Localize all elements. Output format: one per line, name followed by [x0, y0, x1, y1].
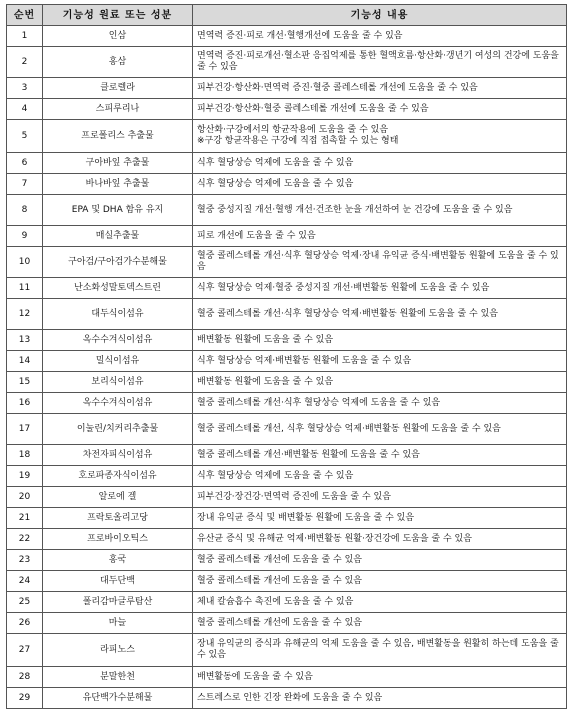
- row-ingredient: 대두단백: [43, 571, 193, 592]
- table-row: [7, 550, 567, 571]
- table-row: [7, 592, 567, 613]
- row-number: 4: [7, 99, 43, 120]
- row-number: 11: [7, 278, 43, 299]
- row-number: 8: [7, 195, 43, 226]
- table-row: [7, 153, 567, 174]
- row-ingredient: EPA 및 DHA 함유 유지: [43, 195, 193, 226]
- row-ingredient: 옥수수겨식이섬유: [43, 330, 193, 351]
- row-ingredient: 호로파종자식이섬유: [43, 466, 193, 487]
- row-ingredient: 프락토올리고당: [43, 508, 193, 529]
- row-number: 29: [7, 688, 43, 709]
- row-content: 혈중 콜레스테롤 개선, 식후 혈당상승 억제·배변활동 원활에 도움을 줄 수 있음: [193, 414, 567, 445]
- table-header-row: [7, 5, 567, 26]
- row-ingredient: 밀식이섬유: [43, 351, 193, 372]
- row-number: 7: [7, 174, 43, 195]
- row-number: 16: [7, 393, 43, 414]
- row-content: 피부건강·항산화·혈중 콜레스테롤 개선에 도움을 줄 수 있음: [193, 99, 567, 120]
- row-ingredient: 스피루리나: [43, 99, 193, 120]
- row-ingredient: 보리식이섬유: [43, 372, 193, 393]
- table-row: [7, 688, 567, 709]
- row-content: 혈중 콜레스테롤 개선·식후 혈당상승 억제에 도움을 줄 수 있음: [193, 393, 567, 414]
- table-row: [7, 47, 567, 78]
- row-ingredient: 홍삼: [43, 47, 193, 78]
- table-row: [7, 99, 567, 120]
- table-row: [7, 247, 567, 278]
- table-row: [7, 299, 567, 330]
- table-row: [7, 571, 567, 592]
- row-content: 혈중 콜레스테롤 개선·식후 혈당상승 억제·장내 유익균 증식·배변활동 원활에 도움을 줄 수 있음: [193, 247, 567, 278]
- row-content: 혈중 콜레스테롤 개선·식후 혈당상승 억제·배변활동 원활에 도움을 줄 수 있음: [193, 299, 567, 330]
- row-content: 장내 유익균의 증식과 유해균의 억제 도움을 줄 수 있음, 배변활동을 원활히 하는데 도움을 줄 수 있음: [193, 634, 567, 667]
- row-content: 피로 개선에 도움을 줄 수 있음: [193, 226, 567, 247]
- row-number: 22: [7, 529, 43, 550]
- row-number: 26: [7, 613, 43, 634]
- row-content: 혈중 콜레스테롤 개선에 도움을 줄 수 있음: [193, 550, 567, 571]
- row-number: 6: [7, 153, 43, 174]
- table-body: [7, 26, 567, 709]
- row-number: 3: [7, 78, 43, 99]
- row-content: 혈중 콜레스테롤 개선·배변활동 원활에 도움을 줄 수 있음: [193, 445, 567, 466]
- row-content: 식후 혈당상승 억제·혈중 중성지질 개선·배변활동 원활에 도움을 줄 수 있음: [193, 278, 567, 299]
- row-number: 25: [7, 592, 43, 613]
- row-content: 배변활동에 도움을 줄 수 있음: [193, 667, 567, 688]
- row-ingredient: 이눌린/치커리추출물: [43, 414, 193, 445]
- row-ingredient: 차전자피식이섬유: [43, 445, 193, 466]
- row-number: 15: [7, 372, 43, 393]
- row-content: 피부건강·장건강·면역력 증진에 도움을 줄 수 있음: [193, 487, 567, 508]
- table-row: [7, 78, 567, 99]
- row-ingredient: 대두식이섬유: [43, 299, 193, 330]
- row-content: 식후 혈당상승 억제에 도움을 줄 수 있음: [193, 466, 567, 487]
- row-content: 혈중 콜레스테롤 개선에 도움을 줄 수 있음: [193, 613, 567, 634]
- table-row: [7, 634, 567, 667]
- table-row: [7, 613, 567, 634]
- row-number: 24: [7, 571, 43, 592]
- row-number: 21: [7, 508, 43, 529]
- row-content: 배변활동 원활에 도움을 줄 수 있음: [193, 372, 567, 393]
- row-ingredient: 알로에 겔: [43, 487, 193, 508]
- row-number: 23: [7, 550, 43, 571]
- row-number: 14: [7, 351, 43, 372]
- row-ingredient: 유단백가수분해물: [43, 688, 193, 709]
- row-ingredient: 프로바이오틱스: [43, 529, 193, 550]
- header-number: 순번: [7, 5, 43, 26]
- row-content: 면역력 증진·피로개선·혈소판 응집억제를 통한 혈액흐름·항산화·갱년기 여성의 건강에 도움을 줄 수 있음: [193, 47, 567, 78]
- row-content: 배변활동 원활에 도움을 줄 수 있음: [193, 330, 567, 351]
- row-number: 9: [7, 226, 43, 247]
- table-row: [7, 508, 567, 529]
- row-content: 체내 칼슘흡수 촉진에 도움을 줄 수 있음: [193, 592, 567, 613]
- row-ingredient: 분말한천: [43, 667, 193, 688]
- row-ingredient: 폴리감마글루탐산: [43, 592, 193, 613]
- table-row: [7, 226, 567, 247]
- row-content: 식후 혈당상승 억제에 도움을 줄 수 있음: [193, 174, 567, 195]
- row-ingredient: 인삼: [43, 26, 193, 47]
- row-content: 스트레스로 인한 긴장 완화에 도움을 줄 수 있음: [193, 688, 567, 709]
- row-number: 18: [7, 445, 43, 466]
- row-number: 12: [7, 299, 43, 330]
- row-ingredient: 구아검/구아검가수분해물: [43, 247, 193, 278]
- table-row: [7, 372, 567, 393]
- table-row: [7, 487, 567, 508]
- row-ingredient: 프로폴리스 추출물: [43, 120, 193, 153]
- row-ingredient: 마늘: [43, 613, 193, 634]
- row-number: 27: [7, 634, 43, 667]
- row-ingredient: 매실추출물: [43, 226, 193, 247]
- row-content: 피부건강·항산화·면역력 증진·혈중 콜레스테롤 개선에 도움을 줄 수 있음: [193, 78, 567, 99]
- row-ingredient: 바나바잎 추출물: [43, 174, 193, 195]
- row-content: 식후 혈당상승 억제에 도움을 줄 수 있음: [193, 153, 567, 174]
- table-row: [7, 667, 567, 688]
- ingredient-table-container: [6, 4, 566, 709]
- row-ingredient: 옥수수겨식이섬유: [43, 393, 193, 414]
- row-ingredient: 클로렐라: [43, 78, 193, 99]
- row-ingredient: 라피노스: [43, 634, 193, 667]
- row-number: 17: [7, 414, 43, 445]
- row-content: 항산화·구강에서의 항균작용에 도움을 줄 수 있음 ※구강 항균작용은 구강에 직접 접촉할 수 있는 형태: [193, 120, 567, 153]
- row-number: 28: [7, 667, 43, 688]
- table-row: [7, 174, 567, 195]
- row-content: 면역력 증진·피로 개선·혈행개선에 도움을 줄 수 있음: [193, 26, 567, 47]
- table-row: [7, 351, 567, 372]
- row-number: 1: [7, 26, 43, 47]
- table-row: [7, 445, 567, 466]
- row-content: 장내 유익균 증식 및 배변활동 원활에 도움을 줄 수 있음: [193, 508, 567, 529]
- row-number: 20: [7, 487, 43, 508]
- row-ingredient: 홍국: [43, 550, 193, 571]
- header-ingredient: 기능성 원료 또는 성분: [43, 5, 193, 26]
- row-content: 혈중 콜레스테롤 개선에 도움을 줄 수 있음: [193, 571, 567, 592]
- row-number: 13: [7, 330, 43, 351]
- row-number: 2: [7, 47, 43, 78]
- table-row: [7, 195, 567, 226]
- table-row: [7, 26, 567, 47]
- row-number: 5: [7, 120, 43, 153]
- table-row: [7, 466, 567, 487]
- functional-ingredient-table: [6, 4, 567, 709]
- header-content: 기능성 내용: [193, 5, 567, 26]
- row-number: 10: [7, 247, 43, 278]
- table-row: [7, 330, 567, 351]
- table-row: [7, 529, 567, 550]
- table-row: [7, 393, 567, 414]
- row-ingredient: 구아바잎 추출물: [43, 153, 193, 174]
- table-row: [7, 278, 567, 299]
- row-content: 혈중 중성지질 개선·혈행 개선·건조한 눈을 개선하여 눈 건강에 도움을 줄 수 있음: [193, 195, 567, 226]
- table-row: [7, 414, 567, 445]
- row-ingredient: 난소화성말토덱스트린: [43, 278, 193, 299]
- row-content: 식후 혈당상승 억제·배변활동 원활에 도움을 줄 수 있음: [193, 351, 567, 372]
- table-row: [7, 120, 567, 153]
- row-content: 유산균 증식 및 유해균 억제·배변활동 원활·장건강에 도움을 줄 수 있음: [193, 529, 567, 550]
- row-number: 19: [7, 466, 43, 487]
